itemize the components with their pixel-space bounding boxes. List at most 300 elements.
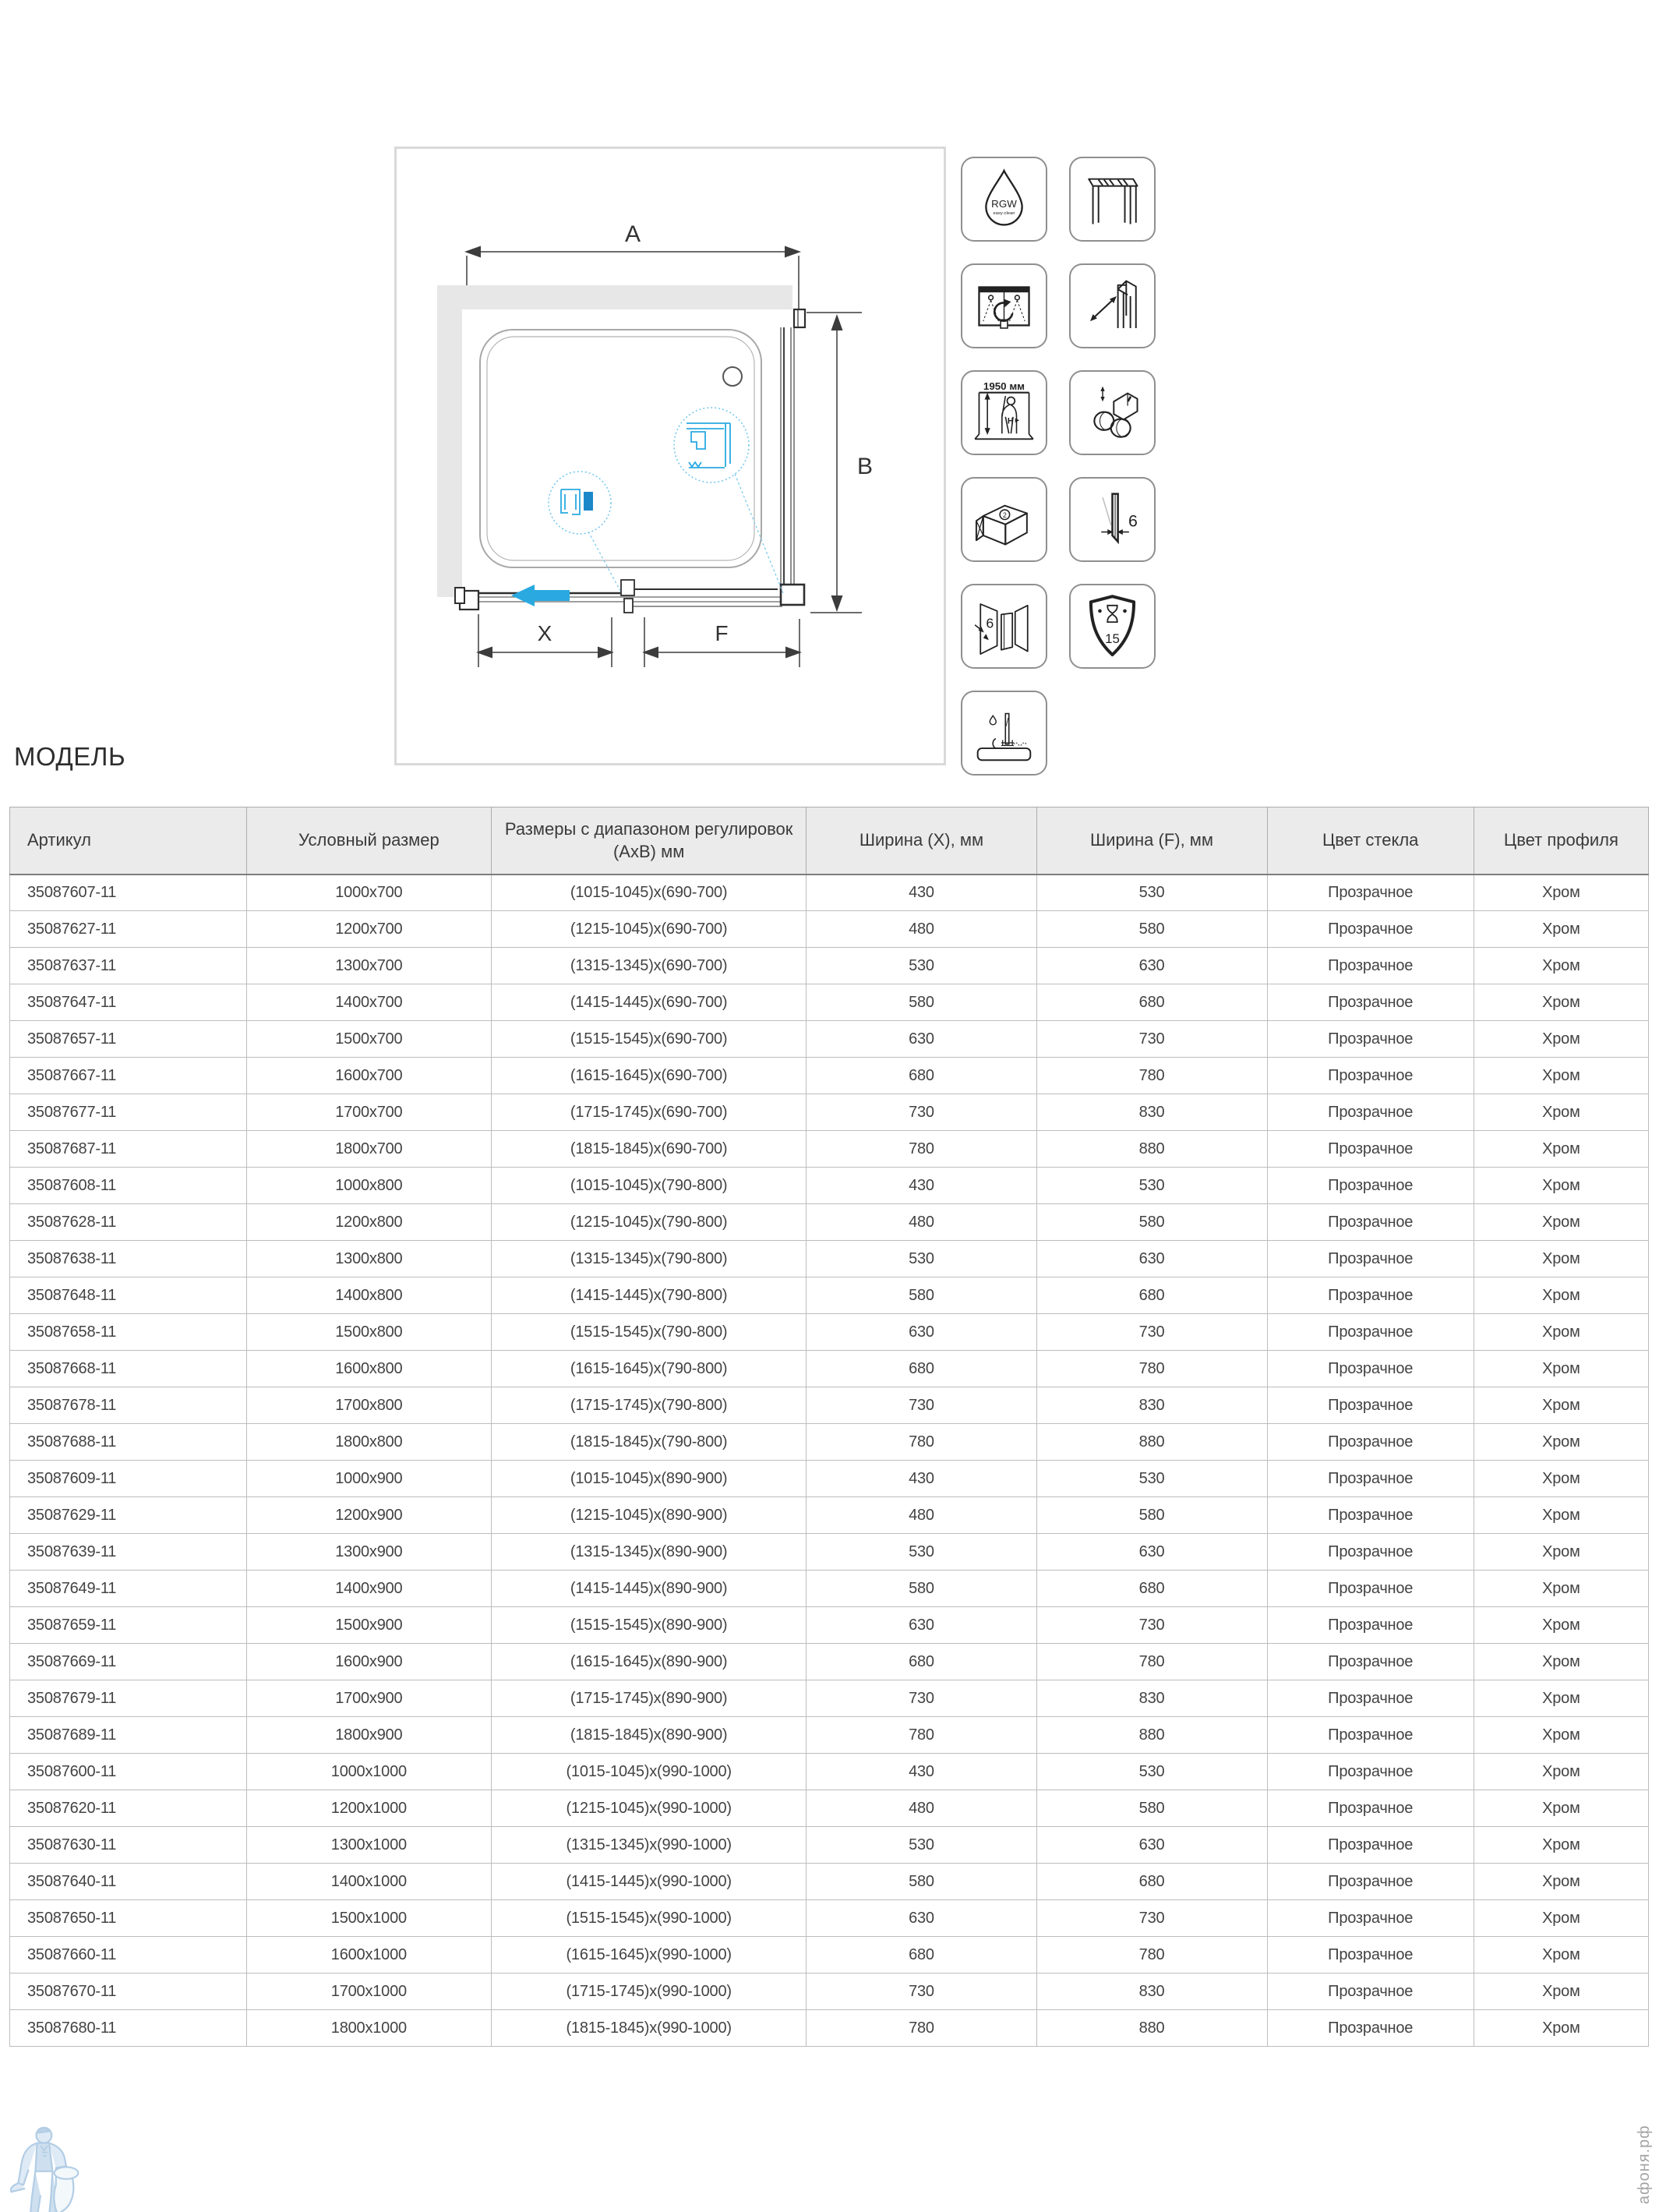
table-row xyxy=(10,1277,1649,1314)
table-cell: Прозрачное xyxy=(1267,1168,1474,1204)
table-cell: 35087650-11 xyxy=(10,1900,247,1937)
table-cell: 680 xyxy=(807,1644,1036,1680)
reversible-installation-icon xyxy=(969,271,1040,341)
table-cell: 580 xyxy=(1036,1497,1267,1534)
table-cell: 1400x1000 xyxy=(246,1864,491,1900)
table-cell: 1400x700 xyxy=(246,984,491,1021)
table-row xyxy=(10,1387,1649,1424)
table-cell: Хром xyxy=(1474,1461,1648,1497)
table-cell: 830 xyxy=(1036,1094,1267,1131)
table-cell: 35087600-11 xyxy=(10,1754,247,1790)
table-cell: 730 xyxy=(807,1387,1036,1424)
table-cell: (1215-1045)x(990-1000) xyxy=(491,1790,807,1827)
table-cell: Хром xyxy=(1474,1241,1648,1277)
table-cell: 730 xyxy=(1036,1900,1267,1937)
table-row xyxy=(10,1204,1649,1241)
col-header-nominal-size: Условный размер xyxy=(246,807,491,875)
table-cell: Хром xyxy=(1474,1131,1648,1168)
dim-f-label: F xyxy=(715,621,729,645)
table-cell: 630 xyxy=(807,1900,1036,1937)
table-cell: Хром xyxy=(1474,1864,1648,1900)
table-cell: Прозрачное xyxy=(1267,1754,1474,1790)
table-row xyxy=(10,1351,1649,1387)
table-cell: 630 xyxy=(807,1314,1036,1351)
adjustable-rollers-icon xyxy=(1077,378,1148,447)
table-cell: 430 xyxy=(807,875,1036,911)
table-cell: 530 xyxy=(1036,1754,1267,1790)
spec-table-head xyxy=(10,807,1649,875)
table-cell: Хром xyxy=(1474,1973,1648,2010)
table-cell: Прозрачное xyxy=(1267,911,1474,948)
table-cell: (1815-1845)x(790-800) xyxy=(491,1424,807,1461)
table-cell: (1715-1745)x(690-700) xyxy=(491,1094,807,1131)
table-cell: 35087609-11 xyxy=(10,1461,247,1497)
table-cell: (1215-1045)x(690-700) xyxy=(491,911,807,948)
left-wall xyxy=(437,285,462,597)
table-row xyxy=(10,1607,1649,1644)
rgw-sublabel: easy-clean xyxy=(993,211,1015,217)
table-cell: 680 xyxy=(807,1351,1036,1387)
table-cell: 35087668-11 xyxy=(10,1351,247,1387)
col-header-glass-color: Цвет стекла xyxy=(1267,807,1474,875)
table-cell: 480 xyxy=(807,1204,1036,1241)
table-cell: Прозрачное xyxy=(1267,1937,1474,1973)
table-row xyxy=(10,1790,1649,1827)
page-title: МОДЕЛЬ xyxy=(14,742,126,771)
table-cell: 430 xyxy=(807,1754,1036,1790)
table-row xyxy=(10,1168,1649,1204)
rollers-tile xyxy=(1069,370,1156,455)
table-cell: Прозрачное xyxy=(1267,1241,1474,1277)
table-cell: 1800x1000 xyxy=(246,2010,491,2047)
table-cell: 35087677-11 xyxy=(10,1094,247,1131)
enclosure-diagram xyxy=(394,147,946,765)
table-cell: 780 xyxy=(807,1717,1036,1754)
table-cell: 35087620-11 xyxy=(10,1790,247,1827)
table-cell: 35087687-11 xyxy=(10,1131,247,1168)
table-cell: 580 xyxy=(1036,911,1267,948)
table-cell: Прозрачное xyxy=(1267,1351,1474,1387)
table-cell: 880 xyxy=(1036,1131,1267,1168)
table-cell: 630 xyxy=(807,1607,1036,1644)
table-cell: Хром xyxy=(1474,1351,1648,1387)
site-watermark: афоня.рф xyxy=(1636,2125,1653,2204)
table-row xyxy=(10,1131,1649,1168)
table-cell: (1815-1845)x(890-900) xyxy=(491,1717,807,1754)
table-cell: 1000x900 xyxy=(246,1461,491,1497)
table-cell: 1300x700 xyxy=(246,948,491,984)
table-cell: Прозрачное xyxy=(1267,948,1474,984)
table-cell: Прозрачное xyxy=(1267,1864,1474,1900)
table-cell: Хром xyxy=(1474,1387,1648,1424)
table-cell: (1615-1645)x(790-800) xyxy=(491,1351,807,1387)
header-row xyxy=(10,807,1649,875)
col-header-adjust-range: Размеры с диапазоном регулировок (АхВ) мм xyxy=(491,807,807,875)
warranty-tile xyxy=(1069,584,1156,669)
table-cell: Хром xyxy=(1474,1607,1648,1644)
two-packages-icon xyxy=(969,485,1040,554)
easy-clean-tile xyxy=(961,157,1047,242)
table-cell: 480 xyxy=(807,1497,1036,1534)
table-cell: 35087678-11 xyxy=(10,1387,247,1424)
table-cell: (1015-1045)x(990-1000) xyxy=(491,1754,807,1790)
table-cell: Прозрачное xyxy=(1267,1094,1474,1131)
table-cell: 35087659-11 xyxy=(10,1607,247,1644)
table-cell: (1315-1345)x(890-900) xyxy=(491,1534,807,1571)
table-cell: 780 xyxy=(1036,1351,1267,1387)
table-cell: Прозрачное xyxy=(1267,1607,1474,1644)
table-row xyxy=(10,984,1649,1021)
table-cell: Хром xyxy=(1474,1168,1648,1204)
height-h-label: H xyxy=(1007,416,1014,426)
table-cell: 1200x800 xyxy=(246,1204,491,1241)
table-cell: Хром xyxy=(1474,948,1648,984)
table-cell: 530 xyxy=(807,948,1036,984)
table-cell: (1415-1445)x(690-700) xyxy=(491,984,807,1021)
plumber-figure-icon xyxy=(6,2122,92,2212)
glass-thickness-label: 6 xyxy=(1128,511,1138,531)
table-cell: (1415-1445)x(990-1000) xyxy=(491,1864,807,1900)
table-cell: 480 xyxy=(807,911,1036,948)
table-cell: 830 xyxy=(1036,1680,1267,1717)
glass-thickness-tile xyxy=(1069,477,1156,562)
table-cell: 35087660-11 xyxy=(10,1937,247,1973)
table-cell: 830 xyxy=(1036,1973,1267,2010)
table-cell: (1515-1545)x(990-1000) xyxy=(491,1900,807,1937)
plumber-watermark xyxy=(6,2122,92,2212)
table-cell: 35087670-11 xyxy=(10,1973,247,2010)
table-cell: Прозрачное xyxy=(1267,1644,1474,1680)
table-cell: Хром xyxy=(1474,1094,1648,1131)
table-row xyxy=(10,1644,1649,1680)
table-cell: 1700x900 xyxy=(246,1680,491,1717)
table-cell: 35087648-11 xyxy=(10,1277,247,1314)
table-cell: (1515-1545)x(690-700) xyxy=(491,1021,807,1058)
table-cell: 580 xyxy=(1036,1790,1267,1827)
table-cell: Прозрачное xyxy=(1267,1717,1474,1754)
table-cell: 880 xyxy=(1036,2010,1267,2047)
table-cell: (1715-1745)x(990-1000) xyxy=(491,1973,807,2010)
niche-install-tile xyxy=(961,584,1047,669)
table-cell: (1315-1345)x(690-700) xyxy=(491,948,807,984)
table-cell: 1600x1000 xyxy=(246,1937,491,1973)
table-cell: 1000x1000 xyxy=(246,1754,491,1790)
table-cell: Прозрачное xyxy=(1267,875,1474,911)
reversible-install-tile xyxy=(961,263,1047,348)
table-row xyxy=(10,1314,1649,1351)
table-cell: 630 xyxy=(1036,1241,1267,1277)
col-header-article: Артикул xyxy=(10,807,247,875)
table-cell: (1815-1845)x(990-1000) xyxy=(491,2010,807,2047)
rgw-easy-clean-icon xyxy=(969,164,1040,234)
enclosure-diagram-drawing xyxy=(394,147,946,765)
table-cell: Хром xyxy=(1474,1571,1648,1607)
table-cell: 730 xyxy=(807,1680,1036,1717)
warranty-years-label: 15 xyxy=(1105,631,1120,646)
spec-table-container xyxy=(9,807,1649,2047)
table-cell: Хром xyxy=(1474,1204,1648,1241)
table-cell: 1200x700 xyxy=(246,911,491,948)
table-cell: Прозрачное xyxy=(1267,1900,1474,1937)
table-cell: (1415-1445)x(890-900) xyxy=(491,1571,807,1607)
table-cell: Прозрачное xyxy=(1267,1204,1474,1241)
table-cell: 630 xyxy=(1036,1827,1267,1864)
table-row xyxy=(10,948,1649,984)
table-row xyxy=(10,1534,1649,1571)
table-row xyxy=(10,1424,1649,1461)
table-cell: 35087688-11 xyxy=(10,1424,247,1461)
table-row xyxy=(10,2010,1649,2047)
table-cell: (1715-1745)x(890-900) xyxy=(491,1680,807,1717)
table-cell: 780 xyxy=(1036,1058,1267,1094)
table-cell: 35087639-11 xyxy=(10,1534,247,1571)
table-row xyxy=(10,1571,1649,1607)
dim-x-label: X xyxy=(537,621,552,645)
table-cell: 630 xyxy=(807,1021,1036,1058)
table-row xyxy=(10,1241,1649,1277)
table-cell: 680 xyxy=(1036,1571,1267,1607)
rgw-label: RGW xyxy=(991,198,1017,210)
table-cell: (1515-1545)x(890-900) xyxy=(491,1607,807,1644)
table-cell: 780 xyxy=(807,1424,1036,1461)
table-cell: Прозрачное xyxy=(1267,1131,1474,1168)
table-cell: Хром xyxy=(1474,911,1648,948)
table-cell: 1000x700 xyxy=(246,875,491,911)
table-row xyxy=(10,911,1649,948)
table-cell: Хром xyxy=(1474,1497,1648,1534)
table-cell: (1615-1645)x(890-900) xyxy=(491,1644,807,1680)
table-cell: 1500x800 xyxy=(246,1314,491,1351)
table-cell: 530 xyxy=(1036,1168,1267,1204)
table-cell: 1800x700 xyxy=(246,1131,491,1168)
table-cell: Хром xyxy=(1474,1937,1648,1973)
table-cell: 35087638-11 xyxy=(10,1241,247,1277)
table-cell: 680 xyxy=(1036,984,1267,1021)
feature-icons-grid xyxy=(961,157,1156,776)
table-cell: 880 xyxy=(1036,1717,1267,1754)
height-1950-icon xyxy=(969,378,1040,447)
table-cell: (1215-1045)x(890-900) xyxy=(491,1497,807,1534)
table-cell: Прозрачное xyxy=(1267,1021,1474,1058)
water-drain-tile xyxy=(961,691,1047,776)
spec-table xyxy=(9,807,1649,2047)
glass-6mm-icon xyxy=(1077,485,1148,554)
table-cell: 35087608-11 xyxy=(10,1168,247,1204)
table-cell: Прозрачное xyxy=(1267,1277,1474,1314)
table-cell: 1500x700 xyxy=(246,1021,491,1058)
table-cell: 35087649-11 xyxy=(10,1571,247,1607)
table-cell: Прозрачное xyxy=(1267,1827,1474,1864)
dim-b-label: B xyxy=(857,454,874,479)
table-cell: 680 xyxy=(807,1058,1036,1094)
table-cell: 1600x700 xyxy=(246,1058,491,1094)
table-cell: 35087629-11 xyxy=(10,1497,247,1534)
table-cell: 1600x900 xyxy=(246,1644,491,1680)
table-cell: Хром xyxy=(1474,1717,1648,1754)
table-body xyxy=(10,875,1649,2047)
table-cell: 630 xyxy=(1036,948,1267,984)
table-cell: 1500x1000 xyxy=(246,1900,491,1937)
table-row xyxy=(10,1021,1649,1058)
table-cell: Хром xyxy=(1474,1277,1648,1314)
table-cell: 730 xyxy=(807,1973,1036,2010)
table-cell: 580 xyxy=(807,1277,1036,1314)
table-cell: 1300x800 xyxy=(246,1241,491,1277)
table-cell: Прозрачное xyxy=(1267,1790,1474,1827)
niche-installation-icon xyxy=(969,592,1040,661)
water-drainage-icon xyxy=(969,698,1040,768)
table-cell: Хром xyxy=(1474,1827,1648,1864)
table-row xyxy=(10,1864,1649,1900)
table-cell: (1215-1045)x(790-800) xyxy=(491,1204,807,1241)
table-cell: 530 xyxy=(1036,875,1267,911)
table-cell: (1015-1045)x(890-900) xyxy=(491,1461,807,1497)
table-cell: 1600x800 xyxy=(246,1351,491,1387)
table-cell: Хром xyxy=(1474,1900,1648,1937)
table-cell: Хром xyxy=(1474,1754,1648,1790)
top-wall xyxy=(462,285,792,309)
adjustable-profile-icon xyxy=(1077,271,1148,341)
table-cell: 35087658-11 xyxy=(10,1314,247,1351)
table-cell: 35087657-11 xyxy=(10,1021,247,1058)
table-cell: (1315-1345)x(790-800) xyxy=(491,1241,807,1277)
table-cell: 1200x900 xyxy=(246,1497,491,1534)
table-cell: 35087647-11 xyxy=(10,984,247,1021)
table-cell: Хром xyxy=(1474,1790,1648,1827)
table-cell: 35087680-11 xyxy=(10,2010,247,2047)
table-row xyxy=(10,1754,1649,1790)
wall-profile-tile xyxy=(1069,157,1156,242)
table-cell: Прозрачное xyxy=(1267,1314,1474,1351)
table-cell: Хром xyxy=(1474,1424,1648,1461)
table-cell: 580 xyxy=(807,1571,1036,1607)
table-cell: 1500x900 xyxy=(246,1607,491,1644)
table-row xyxy=(10,1497,1649,1534)
table-row xyxy=(10,875,1649,911)
table-cell: 1700x700 xyxy=(246,1094,491,1131)
table-cell: Прозрачное xyxy=(1267,1461,1474,1497)
table-cell: 35087669-11 xyxy=(10,1644,247,1680)
table-row xyxy=(10,1717,1649,1754)
table-cell: 480 xyxy=(807,1790,1036,1827)
table-cell: 530 xyxy=(807,1827,1036,1864)
table-cell: 730 xyxy=(1036,1021,1267,1058)
packages-tile xyxy=(961,477,1047,562)
table-cell: Прозрачное xyxy=(1267,1973,1474,2010)
warranty-15-years-icon xyxy=(1077,592,1148,661)
table-cell: (1015-1045)x(690-700) xyxy=(491,875,807,911)
table-cell: Прозрачное xyxy=(1267,984,1474,1021)
table-cell: (1015-1045)x(790-800) xyxy=(491,1168,807,1204)
table-cell: 430 xyxy=(807,1168,1036,1204)
table-cell: Прозрачное xyxy=(1267,1680,1474,1717)
adjustable-profile-tile xyxy=(1069,263,1156,348)
table-cell: (1615-1645)x(690-700) xyxy=(491,1058,807,1094)
table-cell: Хром xyxy=(1474,1534,1648,1571)
table-cell: Прозрачное xyxy=(1267,1571,1474,1607)
table-cell: 780 xyxy=(807,2010,1036,2047)
table-cell: Хром xyxy=(1474,875,1648,911)
table-cell: 35087689-11 xyxy=(10,1717,247,1754)
table-cell: Хром xyxy=(1474,1680,1648,1717)
table-cell: 780 xyxy=(1036,1937,1267,1973)
table-cell: Прозрачное xyxy=(1267,2010,1474,2047)
table-cell: 780 xyxy=(1036,1644,1267,1680)
table-cell: 580 xyxy=(807,1864,1036,1900)
table-row xyxy=(10,1900,1649,1937)
table-cell: (1315-1345)x(990-1000) xyxy=(491,1827,807,1864)
table-row xyxy=(10,1058,1649,1094)
table-cell: 580 xyxy=(807,984,1036,1021)
table-cell: Прозрачное xyxy=(1267,1058,1474,1094)
col-header-profile-color: Цвет профиля xyxy=(1474,807,1648,875)
table-cell: Прозрачное xyxy=(1267,1497,1474,1534)
table-cell: 780 xyxy=(807,1131,1036,1168)
table-cell: 730 xyxy=(807,1094,1036,1131)
table-cell: 1400x900 xyxy=(246,1571,491,1607)
height-value: 1950 мм xyxy=(983,380,1025,393)
table-cell: 530 xyxy=(1036,1461,1267,1497)
table-cell: 1300x900 xyxy=(246,1534,491,1571)
table-cell: 35087667-11 xyxy=(10,1058,247,1094)
table-cell: 35087627-11 xyxy=(10,911,247,948)
table-cell: (1515-1545)x(790-800) xyxy=(491,1314,807,1351)
table-cell: 730 xyxy=(1036,1314,1267,1351)
table-cell: 35087637-11 xyxy=(10,948,247,984)
height-tile xyxy=(961,370,1047,455)
table-row xyxy=(10,1094,1649,1131)
table-row xyxy=(10,1827,1649,1864)
table-cell: 1400x800 xyxy=(246,1277,491,1314)
table-cell: 680 xyxy=(1036,1864,1267,1900)
package-count-label: 2 xyxy=(1002,511,1007,519)
table-row xyxy=(10,1937,1649,1973)
table-cell: 1200x1000 xyxy=(246,1790,491,1827)
table-cell: (1415-1445)x(790-800) xyxy=(491,1277,807,1314)
table-cell: Хром xyxy=(1474,1058,1648,1094)
table-cell: 1700x800 xyxy=(246,1387,491,1424)
table-cell: (1815-1845)x(690-700) xyxy=(491,1131,807,1168)
table-cell: 1300x1000 xyxy=(246,1827,491,1864)
table-cell: 35087640-11 xyxy=(10,1864,247,1900)
table-cell: Хром xyxy=(1474,1314,1648,1351)
niche-number-label: 6 xyxy=(986,615,994,631)
table-row xyxy=(10,1680,1649,1717)
table-cell: Прозрачное xyxy=(1267,1534,1474,1571)
table-cell: 880 xyxy=(1036,1424,1267,1461)
table-cell: Хром xyxy=(1474,984,1648,1021)
table-cell: Хром xyxy=(1474,1021,1648,1058)
dim-a-label: A xyxy=(624,221,641,247)
table-cell: Прозрачное xyxy=(1267,1387,1474,1424)
table-cell: 530 xyxy=(807,1534,1036,1571)
col-header-width-x: Ширина (X), мм xyxy=(807,807,1036,875)
table-cell: Прозрачное xyxy=(1267,1424,1474,1461)
table-row xyxy=(10,1461,1649,1497)
table-cell: (1615-1645)x(990-1000) xyxy=(491,1937,807,1973)
table-cell: 1800x900 xyxy=(246,1717,491,1754)
table-cell: 630 xyxy=(1036,1534,1267,1571)
wall-profile-icon xyxy=(1077,164,1148,234)
table-cell: 1000x800 xyxy=(246,1168,491,1204)
table-cell: 35087679-11 xyxy=(10,1680,247,1717)
table-cell: 1800x800 xyxy=(246,1424,491,1461)
table-cell: 430 xyxy=(807,1461,1036,1497)
table-cell: 35087628-11 xyxy=(10,1204,247,1241)
table-cell: 1700x1000 xyxy=(246,1973,491,2010)
col-header-width-f: Ширина (F), мм xyxy=(1036,807,1267,875)
table-cell: 530 xyxy=(807,1241,1036,1277)
